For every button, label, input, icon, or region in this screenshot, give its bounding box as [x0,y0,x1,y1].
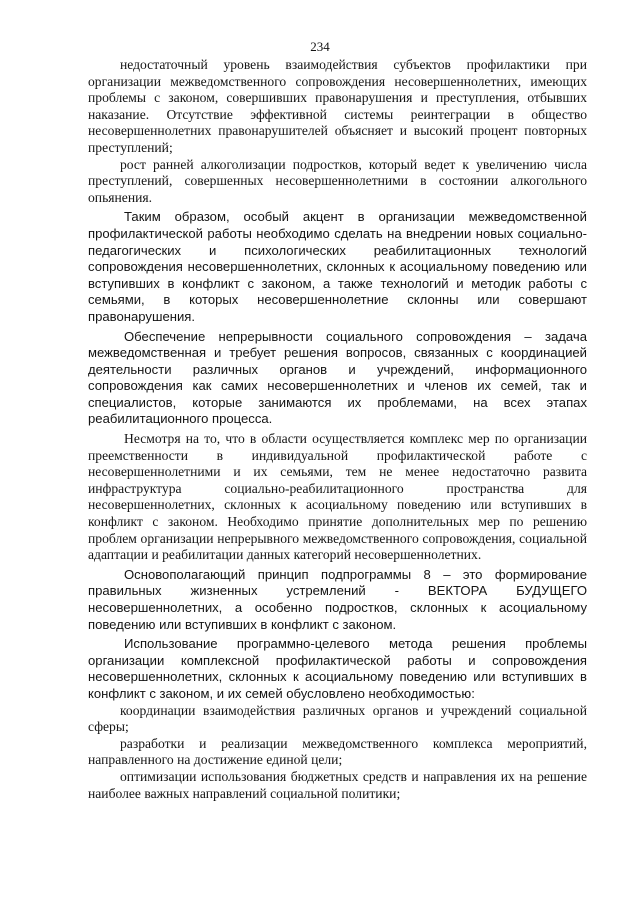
paragraph-list-development: разработки и реализации межведомственного комплекса мероприятий, направленного на достижение единой цели; [88,735,587,768]
paragraph-principle: Основополагающий принцип подпрограммы 8 – это формирование правильных жизненных устремлений - ВЕКТОРА БУДУЩЕГО несовершеннолетних, а особенно подростков, склонных к асоциальному поведению или вступивших в конфликт с законом. [88,566,587,632]
page-number: 234 [310,39,330,54]
paragraph-continuity: Обеспечение непрерывности социального сопровождения – задача межведомственная и требует решения вопросов, связанных с координацией деятельности различных органов и учреждений, информационного сопровождения как самих несовершеннолетних и членов их семей, так и специалистов, которые занимаются их проблемами, на всех этапах реабилитационного процесса. [88,328,587,427]
paragraph-problem-alcohol: рост ранней алкоголизации подростков, который ведет к увеличению числа преступлений, совершенных несовершеннолетними в состоянии алкогольного опьянения. [88,156,587,205]
paragraph-list-coordination: координации взаимодействия различных органов и учреждений социальной сферы; [88,702,587,735]
paragraph-method: Использование программно-целевого метода решения проблемы организации комплексной профилактической работы и сопровождения несовершеннолетних, склонных к асоциальному поведению или вступивших в конфликт с законом, и их семей обусловлено необходимостью: [88,636,587,701]
paragraph-list-optimization: оптимизации использования бюджетных средств и направления их на решение наиболее важных направлений социальной политики; [88,768,587,801]
paragraph-problem-interaction: недостаточный уровень взаимодействия субъектов профилактики при организации межведомственного сопровождения несовершеннолетних, имеющих проблемы с законом, совершивших правонарушения и преступления, отбывших наказание. Отсутствие эффективной системы реинтеграции в общество несовершеннолетних правонарушителей объясняет и высокий процент повторных преступлений; [88,57,587,155]
paragraph-conclusion: Таким образом, особый акцент в организации межведомственной профилактической работы необходимо сделать на внедрении новых социально-педагогических и психологических реабилитационных технологий сопровождения несовершеннолетних, склонных к асоциальному поведению или вступивших в конфликт с законом, а также технологий и методик работы с семьями, в которых несовершеннолетние склонны или совершают правонарушения. [88,209,587,324]
paragraph-infrastructure: Несмотря на то, что в области осуществляется комплекс мер по организации преемственности в индивидуальной профилактической работе с несовершеннолетними и их семьями, тем не менее недостаточно развита инфраструктура социально-реабилитационного пространства для несовершеннолетних, склонных к асоциальному поведению или вступивших в конфликт с законом. Необходимо принятие дополнительных мер по решению проблем организации непрерывного межведомственного сопровождения, социальной адаптации и реабилитации данных категорий несовершеннолетних. [88,431,587,563]
body-text [88,57,587,802]
